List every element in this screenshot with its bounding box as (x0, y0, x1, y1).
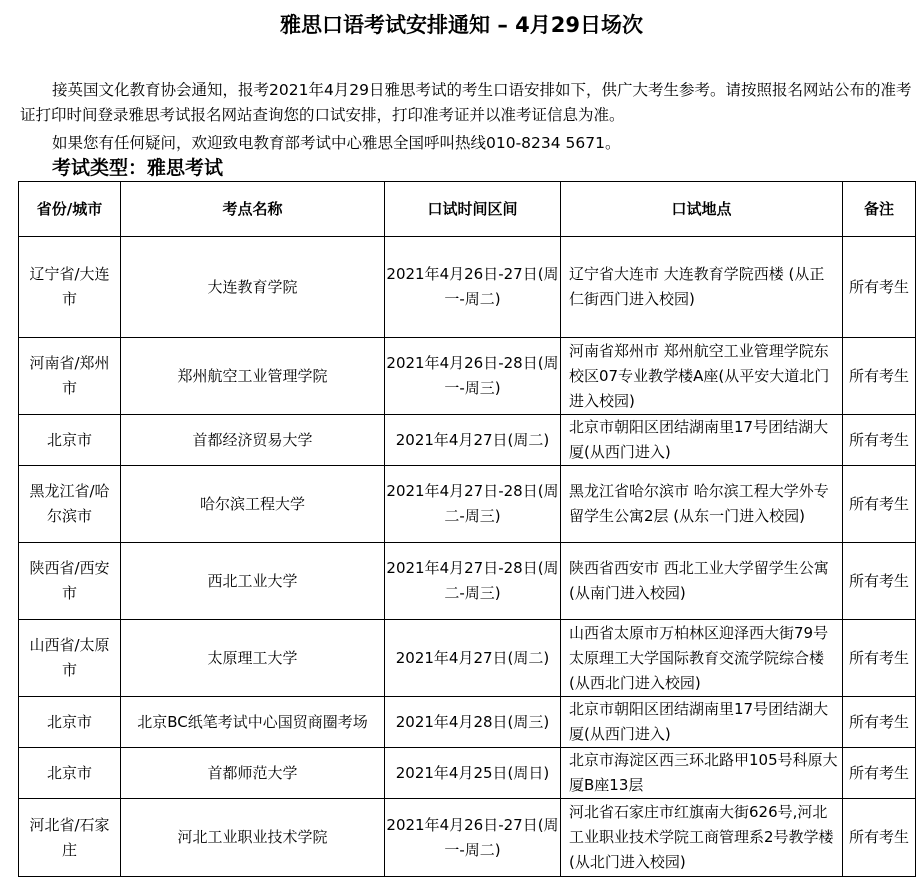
cell-venue: 北京BC纸笔考试中心国贸商圈考场 (121, 697, 385, 748)
cell-venue: 郑州航空工业管理学院 (121, 338, 385, 415)
table-header-row (19, 182, 916, 237)
cell-province: 北京市 (19, 748, 121, 799)
cell-location: 山西省太原市万柏林区迎泽西大街79号太原理工大学国际教育交流学院综合楼(从西北门进入校园) (561, 620, 843, 697)
cell-location: 河南省郑州市 郑州航空工业管理学院东校区07专业教学楼A座(从平安大道北门进入校园) (561, 338, 843, 415)
exam-type-heading: 考试类型：雅思考试 (52, 157, 224, 179)
page-title: 雅思口语考试安排通知 – 4月29日场次 (280, 13, 643, 37)
cell-province: 陕西省/西安市 (19, 543, 121, 620)
table-row (19, 748, 916, 799)
cell-province: 河北省/石家庄 (19, 799, 121, 877)
cell-location: 北京市朝阳区团结湖南里17号团结湖大厦(从西门进入) (561, 697, 843, 748)
cell-province: 北京市 (19, 697, 121, 748)
table-row (19, 466, 916, 543)
cell-location: 北京市海淀区西三环北路甲105号科原大厦B座13层 (561, 748, 843, 799)
cell-time: 2021年4月27日-28日(周二-周三) (385, 466, 561, 543)
cell-venue: 太原理工大学 (121, 620, 385, 697)
cell-note: 所有考生 (843, 415, 916, 466)
cell-venue: 首都经济贸易大学 (121, 415, 385, 466)
cell-note: 所有考生 (843, 237, 916, 338)
hotline-paragraph: 如果您有任何疑问，欢迎致电教育部考试中心雅思全国呼叫热线010-8234 5671。 (52, 134, 621, 152)
cell-time: 2021年4月27日(周二) (385, 620, 561, 697)
header-note: 备注 (843, 182, 916, 237)
cell-note: 所有考生 (843, 543, 916, 620)
cell-venue: 西北工业大学 (121, 543, 385, 620)
cell-province: 北京市 (19, 415, 121, 466)
oral-exam-schedule-table (18, 181, 916, 877)
cell-note: 所有考生 (843, 466, 916, 543)
table-row (19, 620, 916, 697)
cell-venue: 哈尔滨工程大学 (121, 466, 385, 543)
cell-note: 所有考生 (843, 338, 916, 415)
cell-province: 黑龙江省/哈尔滨市 (19, 466, 121, 543)
cell-time: 2021年4月27日(周二) (385, 415, 561, 466)
table-row (19, 543, 916, 620)
table-row (19, 237, 916, 338)
cell-time: 2021年4月25日(周日) (385, 748, 561, 799)
cell-location: 辽宁省大连市 大连教育学院西楼 (从正仁街西门进入校园) (561, 237, 843, 338)
cell-time: 2021年4月28日(周三) (385, 697, 561, 748)
table-row (19, 338, 916, 415)
table-row (19, 415, 916, 466)
cell-note: 所有考生 (843, 620, 916, 697)
cell-note: 所有考生 (843, 748, 916, 799)
header-time: 口试时间区间 (385, 182, 561, 237)
cell-location: 陕西省西安市 西北工业大学留学生公寓(从南门进入校园) (561, 543, 843, 620)
cell-location: 黑龙江省哈尔滨市 哈尔滨工程大学外专留学生公寓2层 (从东一门进入校园) (561, 466, 843, 543)
cell-note: 所有考生 (843, 697, 916, 748)
header-location: 口试地点 (561, 182, 843, 237)
cell-venue: 大连教育学院 (121, 237, 385, 338)
cell-location: 北京市朝阳区团结湖南里17号团结湖大厦(从西门进入) (561, 415, 843, 466)
cell-venue: 河北工业职业技术学院 (121, 799, 385, 877)
cell-time: 2021年4月26日-28日(周一-周三) (385, 338, 561, 415)
header-province: 省份/城市 (19, 182, 121, 237)
cell-province: 河南省/郑州市 (19, 338, 121, 415)
cell-venue: 首都师范大学 (121, 748, 385, 799)
cell-province: 山西省/太原市 (19, 620, 121, 697)
cell-location: 河北省石家庄市红旗南大街626号,河北工业职业技术学院工商管理系2号教学楼(从北门进入校园) (561, 799, 843, 877)
table-row (19, 799, 916, 877)
cell-time: 2021年4月26日-27日(周一-周二) (385, 237, 561, 338)
cell-time: 2021年4月26日-27日(周一-周二) (385, 799, 561, 877)
header-venue: 考点名称 (121, 182, 385, 237)
intro-paragraph: 接英国文化教育协会通知，报考2021年4月29日雅思考试的考生口语安排如下，供广大考生参考。请按照报名网站公布的准考证打印时间登录雅思考试报名网站查询您的口试安排，打印准考证并以准考证信息为准。 (20, 81, 912, 124)
cell-time: 2021年4月27日-28日(周二-周三) (385, 543, 561, 620)
cell-note: 所有考生 (843, 799, 916, 877)
cell-province: 辽宁省/大连市 (19, 237, 121, 338)
table-row (19, 697, 916, 748)
